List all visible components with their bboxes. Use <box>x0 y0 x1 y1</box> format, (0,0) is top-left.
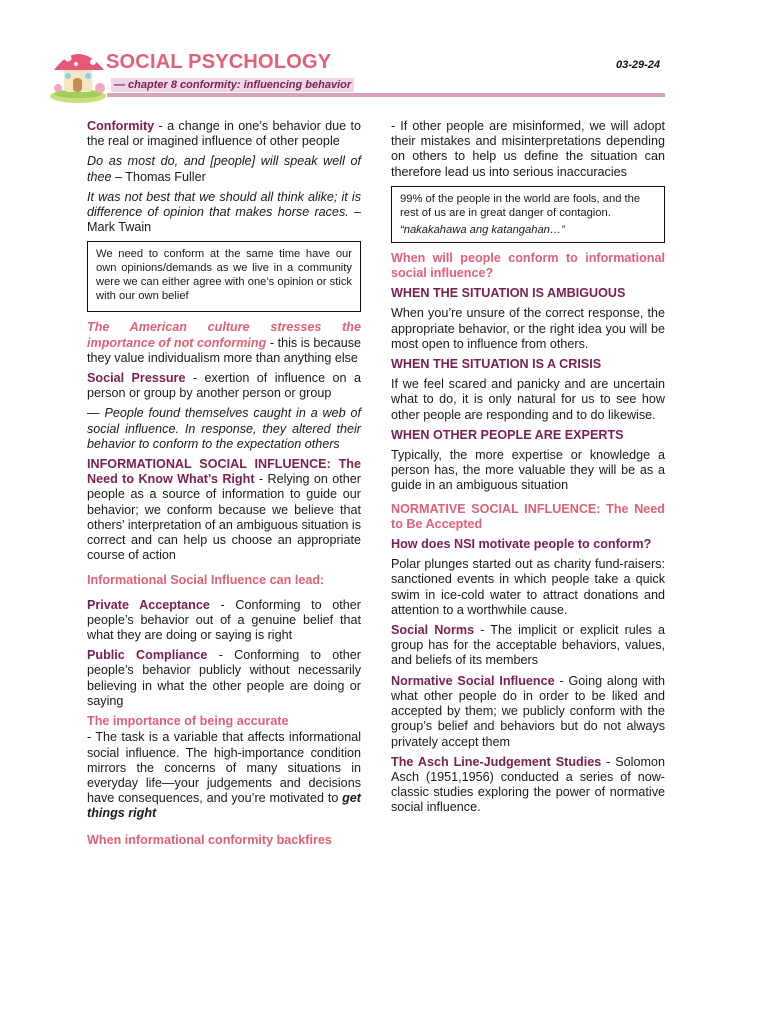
backfires-heading: When informational conformity backfires <box>87 832 332 847</box>
conformity-definition: Conformity - a change in one’s behavior due to the real or imagined influence of other people <box>87 119 361 149</box>
american-culture-note: The American culture stresses the importance of not conforming - this is because they value individualism more than anything else <box>87 320 362 365</box>
conform-note-box: We need to conform at the same time have our own opinions/demands as we live in a community were we can either agree with one’s opinion or stick with our own belief <box>87 241 361 312</box>
public-compliance-definition: Public Compliance - Conforming to other people’s behavior publicly without necessarily believing in what the other people are doing or saying <box>87 648 361 708</box>
date-label: 03-29-24 <box>615 59 660 71</box>
page-title: SOCIAL PSYCHOLOGY <box>106 51 332 73</box>
when-conform-heading: When will people conform to informational social influence? <box>391 250 665 281</box>
misinformed-note: - If other people are misinformed, we will adopt their mistakes and misinterpretations depending on others to help us define the situation can therefore lead us into serious inaccuracies <box>391 119 665 179</box>
experts-text: Typically, the more expertise or knowledge a person has, the more valuable they will be as a guide in an ambiguous situation <box>391 448 665 493</box>
crisis-heading: WHEN THE SITUATION IS A CRISIS <box>391 357 602 372</box>
ambiguous-heading: WHEN THE SITUATION IS AMBIGUOUS <box>391 286 626 301</box>
accuracy-heading: The importance of being accurate <box>87 714 289 729</box>
nsi-heading: NORMATIVE SOCIAL INFLUENCE: The Need to Be Accepted <box>391 501 665 531</box>
nsi-question: How does NSI motivate people to conform? <box>391 537 652 552</box>
social-norms-definition: Social Norms - The implicit or explicit rules a group has for the acceptable behaviors, values, and beliefs of its members <box>391 623 665 668</box>
header-divider <box>107 93 665 97</box>
contagion-quote-box: 99% of the people in the world are fools, and the rest of us are in great danger of contagion. “nakakahawa ang katangahan…” <box>391 186 665 243</box>
social-pressure-definition: Social Pressure - exertion of influence on a person or group by another person or group <box>87 371 361 401</box>
accuracy-text: - The task is a variable that affects informational social influence. The high-importance condition mirrors the concerns of many situations in everyday life—your judgements and decisions have consequences, and you’re motivated to get things right <box>87 730 361 821</box>
private-acceptance-definition: Private Acceptance - Conforming to other people’s behavior out of a genuine belief that what they are doing or saying is right <box>87 597 361 643</box>
twain-quote: It was not best that we should all think alike; it is difference of opinion that makes horse races. – Mark Twain <box>87 189 361 235</box>
crisis-text: If we feel scared and panicky and are uncertain what to do, it is only natural for us to see how other people are responding and to do likewise. <box>391 377 665 422</box>
isi-definition: INFORMATIONAL SOCIAL INFLUENCE: The Need to Know What’s Right - Relying on other people as a source of information to guide our behavior; we conform because we believe that others’ interpretation of an ambiguous situation is correct and can help us choose an appropriate course of action <box>87 457 361 563</box>
nsi-answer: Polar plunges started out as charity fund-raisers: sanctioned events in which people take a quick swim in ice-cold water to attract donations and attention to a worthwhile cause. <box>391 557 665 617</box>
web-of-influence-note: — People found themselves caught in a web of social influence. In response, they altered their behavior to conform to the expectation others <box>87 406 361 451</box>
isi-lead-heading: Informational Social Influence can lead: <box>87 573 325 588</box>
right-column <box>391 119 665 821</box>
ambiguous-text: When you’re unsure of the correct response, the appropriate behavior, or the right idea you will be most open to influence from others. <box>391 306 665 351</box>
fuller-quote: Do as most do, and [people] will speak well of thee – Thomas Fuller <box>87 154 361 184</box>
asch-studies-definition: The Asch Line-Judgement Studies - Solomon Asch (1951,1956) conducted a series of now-classic studies exploring the power of normative social influence. <box>391 754 665 815</box>
page-header <box>0 0 768 110</box>
chapter-subtitle: — chapter 8 conformity: influencing behavior <box>111 78 354 92</box>
experts-heading: WHEN OTHER PEOPLE ARE EXPERTS <box>391 427 624 442</box>
normative-influence-definition: Normative Social Influence - Going along with what other people do in order to be liked and accepted by them; we publicly conform with the group’s belief and behaviors but do not always privately accept them <box>391 673 665 749</box>
left-column <box>87 119 361 853</box>
mushroom-house-icon <box>48 38 112 104</box>
